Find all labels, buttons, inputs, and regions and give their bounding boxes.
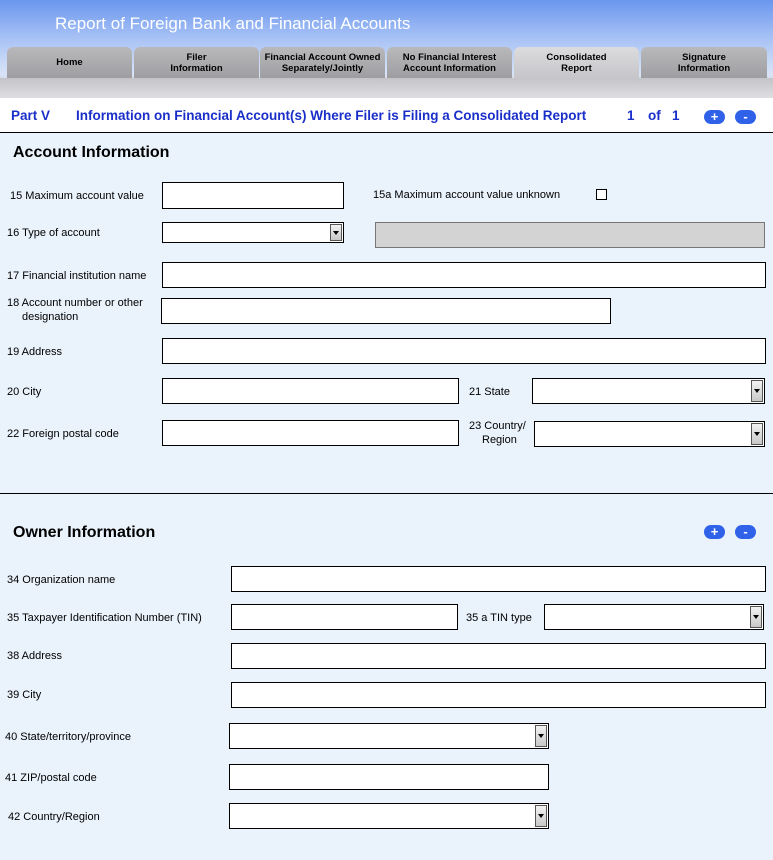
tab-label: Signature [682, 51, 726, 63]
tab-signature-information[interactable] [641, 47, 767, 78]
tab-filer-information[interactable] [134, 47, 259, 78]
zip-code-input[interactable] [229, 764, 549, 790]
tin-type-select[interactable] [544, 604, 764, 630]
record-total: 1 [672, 108, 680, 123]
max-account-value-label: 15 Maximum account value [10, 190, 144, 202]
account-address-input[interactable] [162, 338, 766, 364]
organization-name-label: 34 Organization name [7, 574, 116, 586]
chevron-down-icon[interactable] [751, 380, 763, 402]
record-of-label: of [648, 108, 661, 123]
account-city-label: 20 City [7, 386, 42, 398]
app-title: Report of Foreign Bank and Financial Accounts [55, 14, 411, 33]
part-title: Information on Financial Account(s) Where Filer is Filing a Consolidated Report [76, 108, 587, 123]
account-type-label: 16 Type of account [7, 227, 100, 239]
account-city-input[interactable] [162, 378, 459, 404]
add-record-button[interactable]: + [704, 110, 725, 124]
tabs-bar [0, 78, 773, 98]
tab-label-line2: Separately/Jointly [281, 62, 364, 74]
account-address-label: 19 Address [7, 346, 63, 358]
account-type-other-field [375, 222, 765, 248]
tin-input[interactable] [231, 604, 458, 630]
account-type-select[interactable] [162, 222, 344, 243]
institution-name-label: 17 Financial institution name [7, 270, 147, 282]
tab-financial-account-owned[interactable] [260, 47, 385, 78]
tab-label: Filer [186, 51, 207, 63]
chevron-down-icon[interactable] [535, 725, 547, 747]
chevron-down-icon[interactable] [750, 606, 762, 628]
owner-city-label: 39 City [7, 689, 42, 701]
record-current: 1 [627, 108, 635, 123]
account-country-select[interactable] [534, 421, 765, 447]
tab-label-line2: Report [561, 62, 592, 74]
tab-home[interactable] [7, 47, 132, 78]
tab-label-line2: Information [677, 62, 731, 74]
account-number-input[interactable] [161, 298, 611, 324]
tab-consolidated-report[interactable] [514, 47, 639, 78]
chevron-down-icon[interactable] [330, 224, 342, 241]
owner-address-input[interactable] [231, 643, 766, 669]
tab-label-line2: Account Information [403, 62, 496, 74]
owner-city-input[interactable] [231, 682, 766, 708]
part-number: Part V [11, 108, 51, 123]
tab-label: Consolidated [546, 51, 607, 63]
zip-code-label: 41 ZIP/postal code [5, 772, 97, 784]
tab-label: Financial Account Owned [264, 51, 381, 63]
foreign-postal-code-input[interactable] [162, 420, 459, 446]
tab-label-line2: Information [170, 62, 223, 74]
tin-label: 35 Taxpayer Identification Number (TIN) [7, 612, 202, 624]
max-value-unknown-label: 15a Maximum account value unknown [373, 189, 561, 201]
account-country-label: 23 Country/ [469, 420, 526, 432]
tab-no-financial-interest[interactable] [387, 47, 512, 78]
account-number-label-line2: designation [22, 311, 79, 323]
tab-label: Home [56, 57, 83, 68]
tab-label: No Financial Interest [402, 51, 497, 63]
chevron-down-icon[interactable] [751, 423, 763, 445]
account-information-title: Account Information [13, 144, 170, 161]
account-state-select[interactable] [532, 378, 765, 404]
account-number-label: 18 Account number or other [7, 297, 143, 309]
owner-address-label: 38 Address [7, 650, 63, 662]
max-value-unknown-checkbox[interactable] [596, 189, 607, 200]
tin-type-label: 35 a TIN type [466, 612, 532, 624]
owner-information-title: Owner Information [13, 524, 156, 541]
add-owner-button[interactable]: + [704, 525, 725, 539]
foreign-postal-code-label: 22 Foreign postal code [7, 428, 119, 440]
owner-country-label: 42 Country/Region [8, 811, 100, 823]
owner-state-label: 40 State/territory/province [5, 731, 131, 743]
max-account-value-input[interactable] [162, 182, 344, 209]
chevron-down-icon[interactable] [535, 805, 547, 827]
owner-country-select[interactable] [229, 803, 549, 829]
account-country-label-line2: Region [482, 434, 517, 446]
organization-name-input[interactable] [231, 566, 766, 592]
institution-name-input[interactable] [162, 262, 766, 288]
remove-record-button[interactable]: - [735, 110, 756, 124]
owner-state-select[interactable] [229, 723, 549, 749]
account-state-label: 21 State [469, 386, 510, 398]
remove-owner-button[interactable]: - [735, 525, 756, 539]
